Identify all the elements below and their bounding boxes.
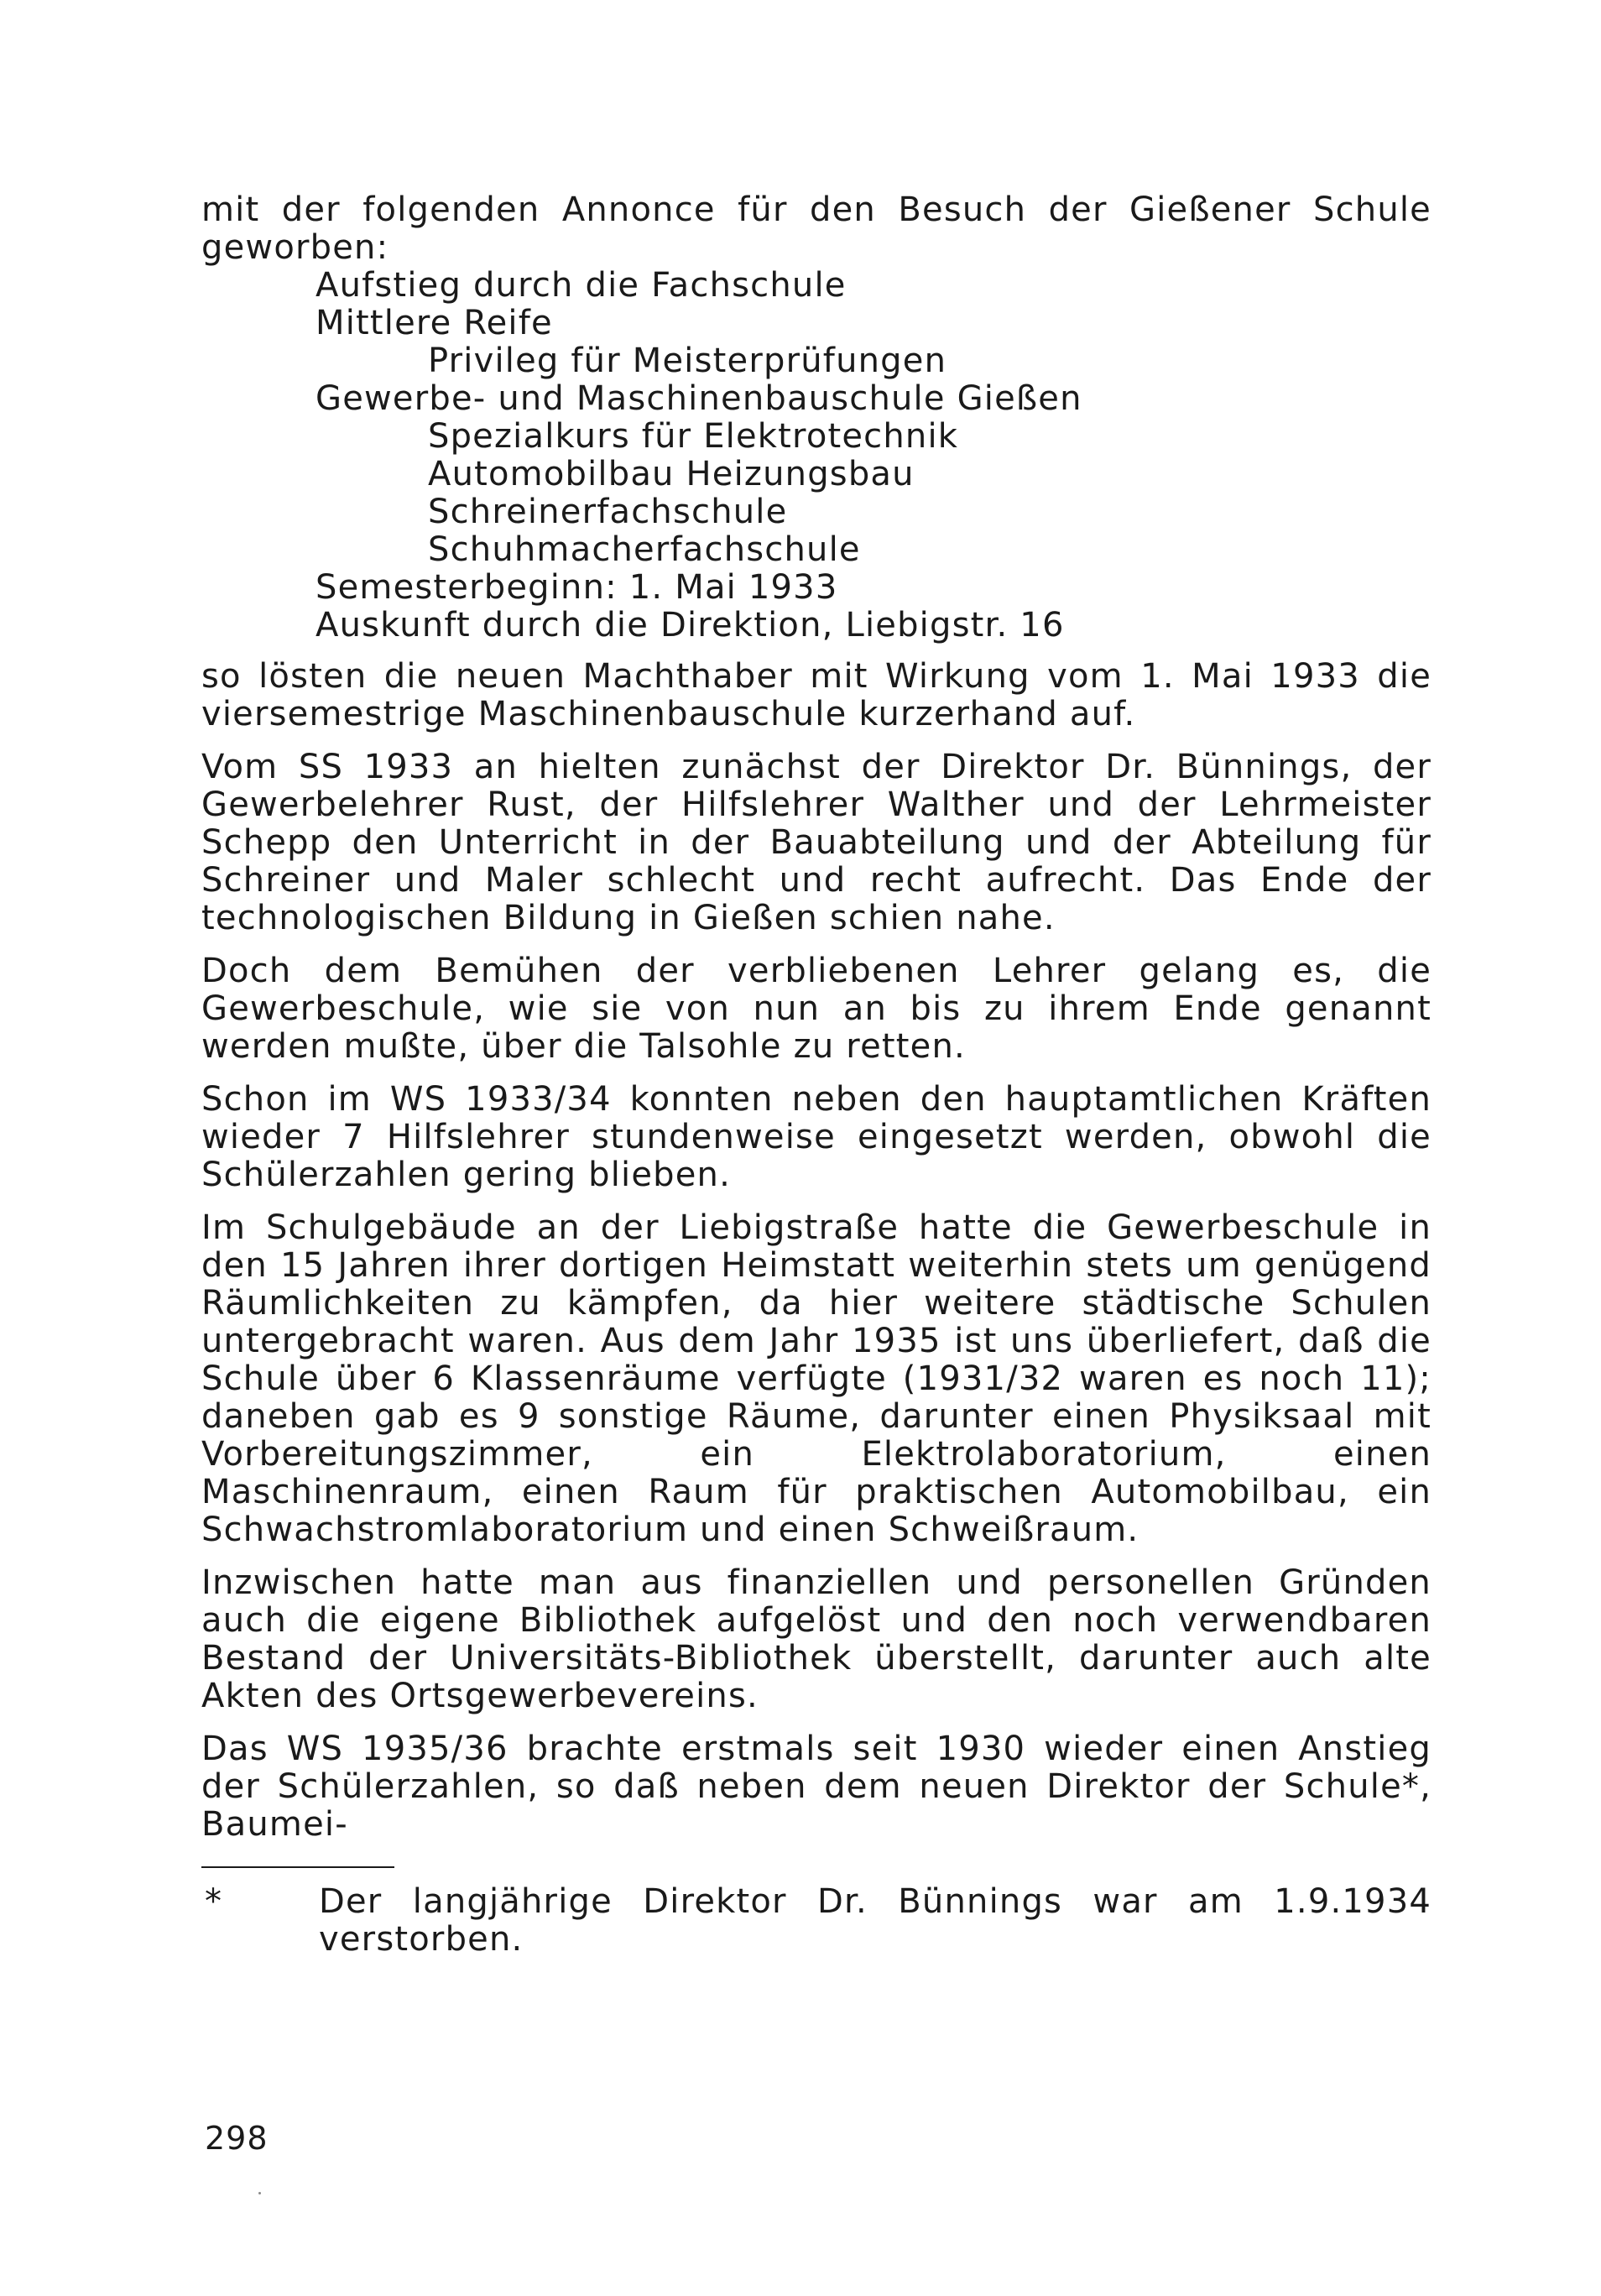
- ad-line: Auskunft durch die Direktion, Liebigstr. 16: [316, 606, 1065, 644]
- ad-line: Spezialkurs für Elektrotechnik: [428, 417, 959, 456]
- paragraph: Das WS 1935/36 brachte erstmals seit 1930 wieder einen Anstieg der Schülerzahlen, so daß neben dem neuen Direktor der Schule*, Baumei-: [201, 1730, 1432, 1844]
- scan-speck: [258, 2192, 261, 2194]
- ad-line: Schreinerfachschule: [428, 493, 788, 531]
- footnote-divider: [201, 1866, 394, 1868]
- paragraph: Vom SS 1933 an hielten zunächst der Direktor Dr. Bünnings, der Gewerbelehrer Rust, der Hilfslehrer Walther und der Lehrmeister Schepp den Unterricht in der Bauabteilung und der Abteilung für Schreiner und Maler schlecht und recht aufrecht. Das Ende der technologischen Bildung in Gießen schien nahe.: [201, 748, 1432, 937]
- paragraph: Doch dem Bemühen der verbliebenen Lehrer gelang es, die Gewerbeschule, wie sie von nun an bis zu ihrem Ende genannt werden mußte, über die Talsohle zu retten.: [201, 952, 1432, 1066]
- paragraph: Im Schulgebäude an der Liebigstraße hatte die Gewerbeschule in den 15 Jahren ihrer dortigen Heimstatt weiterhin stets um genügend Räumlichkeiten zu kämpfen, da hier weitere städtische Schulen untergebracht waren. Aus dem Jahr 1935 ist uns überliefert, daß die Schule über 6 Klassenräume verfügte (1931/32 waren es noch 11); daneben gab es 9 sonstige Räume, darunter einen Physiksaal mit Vorbereitungszimmer, ein Elektrolaboratorium, einen Maschinenraum, einen Raum für praktischen Automobilbau, ein Schwachstromlaboratorium und einen Schweißraum.: [201, 1208, 1432, 1549]
- ad-line: Schuhmacherfachschule: [428, 530, 861, 569]
- ad-line: Semesterbeginn: 1. Mai 1933: [316, 568, 838, 607]
- ad-line: Privileg für Meisterprüfungen: [428, 342, 947, 380]
- ad-line: Mittlere Reife: [316, 304, 553, 342]
- page-number: 298: [205, 2120, 269, 2157]
- intro-text: mit der folgenden Annonce für den Besuch der Gießener Schule geworben:: [201, 190, 1432, 267]
- advertisement-block: [201, 267, 1432, 644]
- ad-line: Gewerbe- und Maschinenbauschule Gießen: [316, 379, 1082, 418]
- paragraph: Inzwischen hatte man aus finanziellen und personellen Gründen auch die eigene Bibliothek aufgelöst und den noch verwendbaren Bestand der Universitäts-Bibliothek überstellt, darunter auch alte Akten des Ortsgewerbevereins.: [201, 1563, 1432, 1715]
- body-text: [201, 191, 1432, 1859]
- footnote-marker: *: [205, 1882, 223, 1921]
- paragraph: so lösten die neuen Machthaber mit Wirkung vom 1. Mai 1933 die viersemestrige Maschinenbauschule kurzerhand auf.: [201, 657, 1432, 733]
- paragraph: Schon im WS 1933/34 konnten neben den hauptamtlichen Kräften wieder 7 Hilfslehrer stundenweise eingesetzt werden, obwohl die Schülerzahlen gering blieben.: [201, 1080, 1432, 1194]
- footnote-text: Der langjährige Direktor Dr. Bünnings war am 1.9.1934 verstorben.: [319, 1882, 1432, 1959]
- intro-paragraph: [201, 191, 1432, 267]
- ad-line: Aufstieg durch die Fachschule: [316, 266, 847, 305]
- footnote: [201, 1883, 1432, 1959]
- ad-line: Automobilbau Heizungsbau: [428, 455, 915, 493]
